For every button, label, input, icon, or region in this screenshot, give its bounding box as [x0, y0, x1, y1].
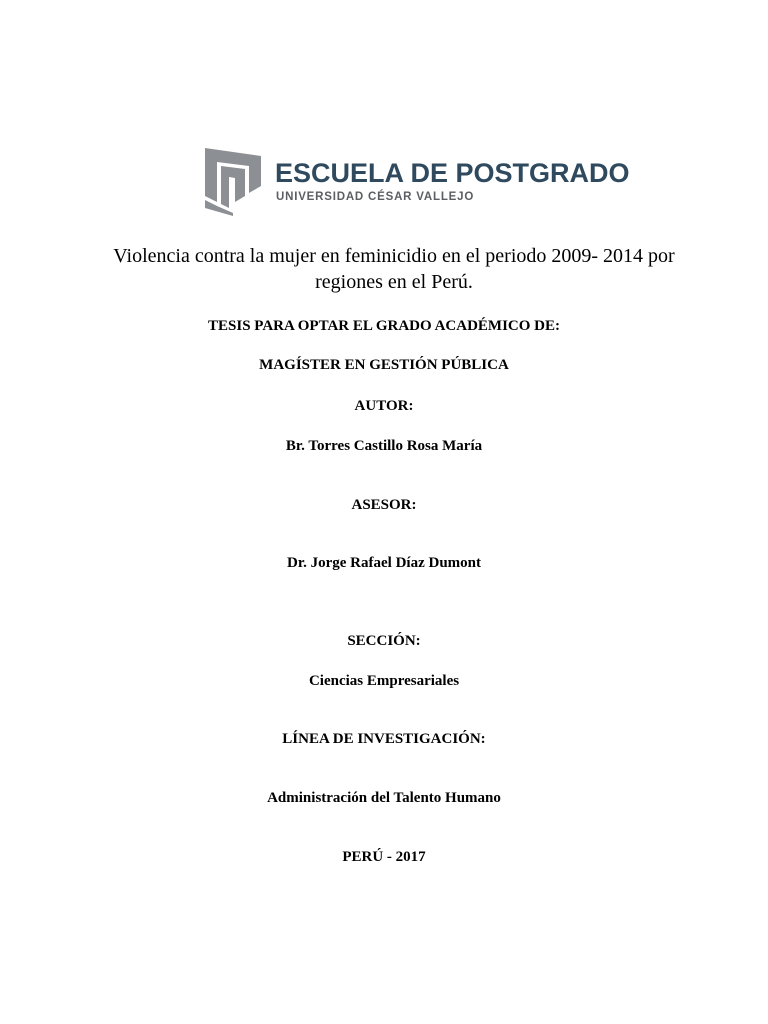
svg-text:ESCUELA DE POSTGRADO: ESCUELA DE POSTGRADO	[275, 158, 630, 188]
place-year: PERÚ - 2017	[342, 849, 426, 865]
svg-text:UNIVERSIDAD CÉSAR VALLEJO: UNIVERSIDAD CÉSAR VALLEJO	[276, 191, 475, 203]
university-logo	[203, 146, 630, 216]
degree-name: MAGÍSTER EN GESTIÓN PÚBLICA	[259, 357, 509, 373]
section-label: SECCIÓN:	[347, 633, 421, 649]
section-name: Ciencias Empresariales	[308, 673, 460, 689]
advisor-name: Dr. Jorge Rafael Díaz Dumont	[287, 555, 481, 571]
author-name: Br. Torres Castillo Rosa María	[285, 438, 483, 454]
ucv-emblem-icon	[203, 146, 630, 216]
thesis-title: Violencia contra la mujer en feminicidio en el periodo 2009- 2014 por regiones en el Perú.	[113, 245, 675, 293]
research-line-name: Administración del Talento Humano	[267, 790, 501, 806]
research-line-label: LÍNEA DE INVESTIGACIÓN:	[282, 731, 486, 747]
advisor-label: ASESOR:	[351, 497, 417, 513]
author-label: AUTOR:	[354, 398, 414, 414]
degree-intro: TESIS PARA OPTAR EL GRADO ACADÉMICO DE:	[208, 318, 560, 334]
